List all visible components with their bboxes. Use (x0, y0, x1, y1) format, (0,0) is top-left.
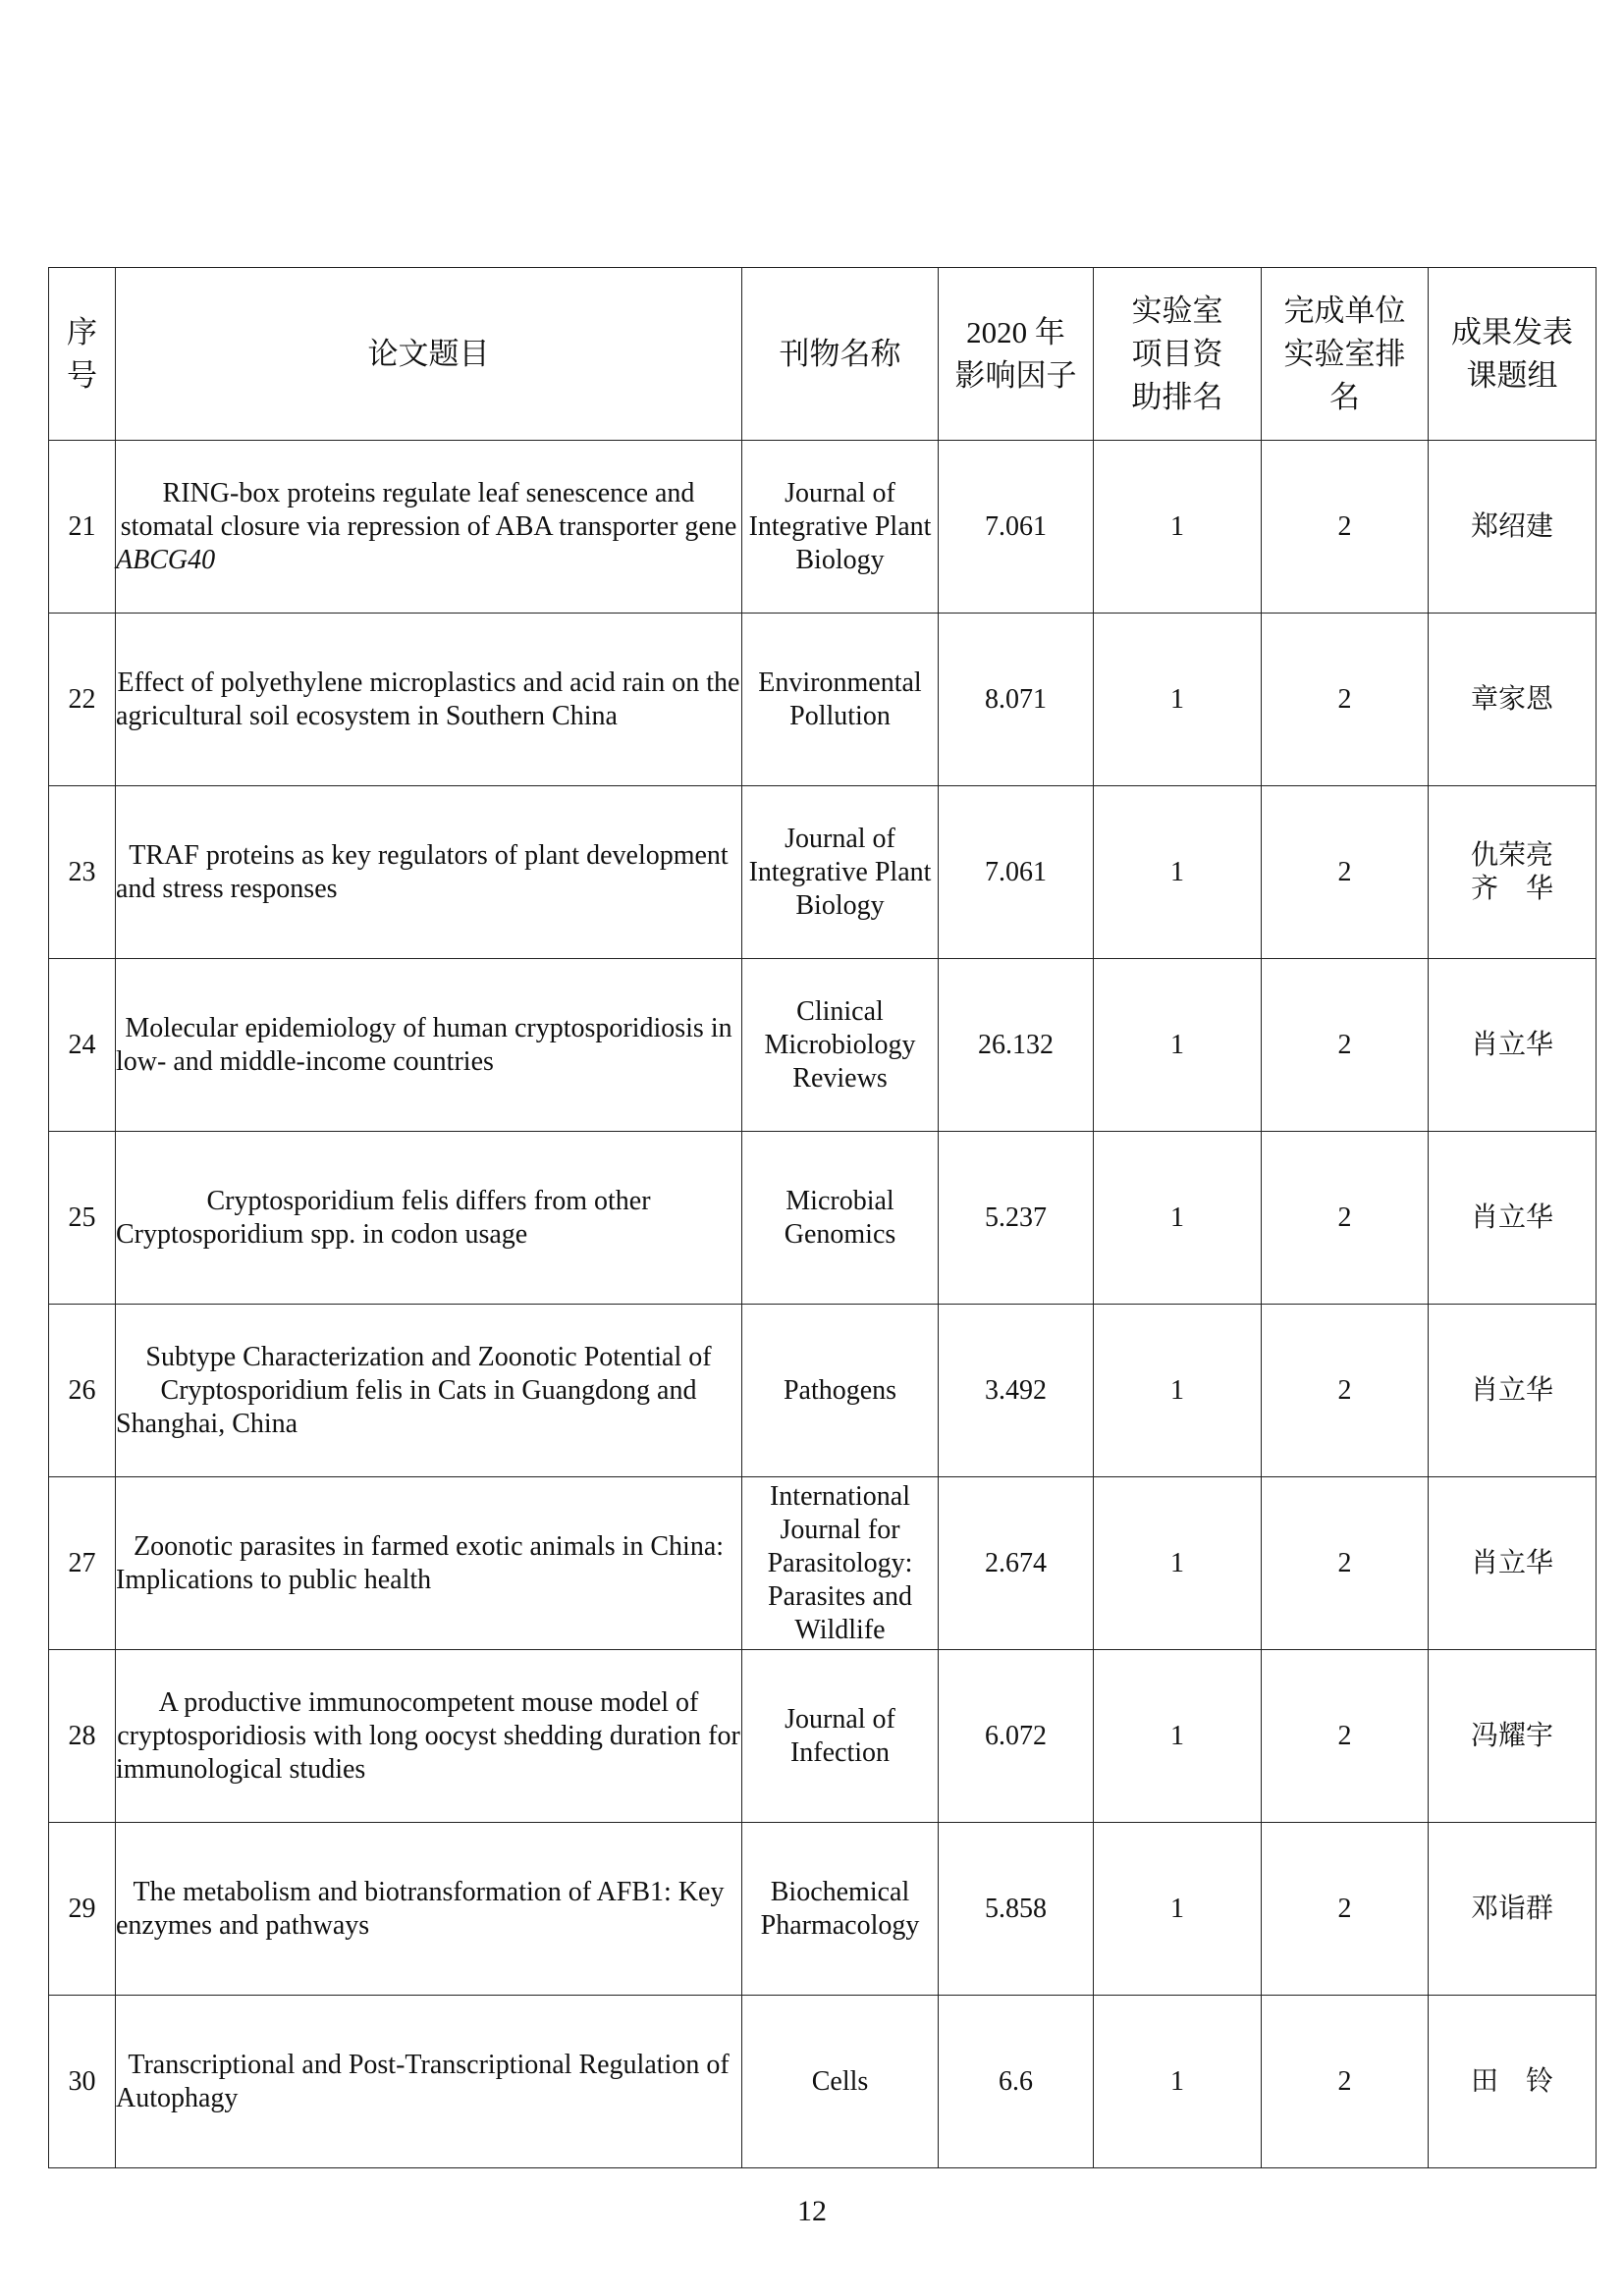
table-row (49, 1823, 1597, 1996)
group-member: 仇荣亮 (1470, 839, 1553, 871)
research-group (1429, 1477, 1597, 1650)
unit-lab-rank: 2 (1262, 1650, 1429, 1823)
header-impact (939, 268, 1094, 441)
paper-title (116, 1305, 742, 1477)
lab-funding-rank: 1 (1094, 441, 1262, 614)
paper-title-text: Subtype Characterization and Zoonotic Potential of Cryptosporidium felis in Cats in Guangdong and Shanghai, China (116, 1341, 712, 1439)
row-number: 22 (49, 614, 116, 786)
paper-title-text: Effect of polyethylene microplastics and acid rain on the agricultural soil ecosystem in Southern China (116, 667, 740, 731)
row-number: 26 (49, 1305, 116, 1477)
research-group (1429, 1823, 1597, 1996)
journal-name: Microbial Genomics (742, 1132, 939, 1305)
group-member: 郑绍建 (1470, 510, 1553, 542)
paper-title (116, 614, 742, 786)
row-number: 24 (49, 959, 116, 1132)
group-member: 肖立华 (1470, 1029, 1553, 1060)
paper-title-text: Molecular epidemiology of human cryptosporidiosis in low- and middle-income countries (116, 1012, 732, 1077)
impact-factor: 7.061 (939, 786, 1094, 959)
header-title (116, 268, 742, 441)
group-member: 田 铃 (1470, 2065, 1553, 2097)
row-number: 21 (49, 441, 116, 614)
paper-title-text: A productive immunocompetent mouse model of cryptosporidiosis with long oocyst shedding duration for immunological studies (116, 1686, 740, 1785)
journal-name: Clinical Microbiology Reviews (742, 959, 939, 1132)
header-impact-label: 2020 年影响因子 (954, 314, 1077, 393)
group-member: 肖立华 (1470, 1547, 1553, 1578)
research-group (1429, 959, 1597, 1132)
impact-factor: 5.237 (939, 1132, 1094, 1305)
impact-factor: 8.071 (939, 614, 1094, 786)
paper-title-text: Zoonotic parasites in farmed exotic animals in China: Implications to public health (116, 1530, 725, 1595)
journal-name: International Journal for Parasitology: Parasites and Wildlife (742, 1477, 939, 1650)
paper-title (116, 959, 742, 1132)
research-group (1429, 1132, 1597, 1305)
journal-name: Journal of Integrative Plant Biology (742, 786, 939, 959)
paper-title-text: RING-box proteins regulate leaf senescence and stomatal closure via repression of ABA transporter gene (120, 477, 737, 542)
lab-funding-rank: 1 (1094, 1132, 1262, 1305)
research-group (1429, 441, 1597, 614)
lab-funding-rank: 1 (1094, 1996, 1262, 2168)
lab-funding-rank: 1 (1094, 1823, 1262, 1996)
journal-name: Pathogens (742, 1305, 939, 1477)
publications-table (48, 267, 1597, 2168)
header-unit-rank-label: 完成单位实验室排名 (1283, 293, 1406, 414)
research-group (1429, 614, 1597, 786)
group-member: 邓诣群 (1470, 1893, 1553, 1924)
header-title-label: 论文题目 (367, 336, 490, 371)
table-row (49, 959, 1597, 1132)
unit-lab-rank: 2 (1262, 959, 1429, 1132)
table-row (49, 786, 1597, 959)
impact-factor: 6.072 (939, 1650, 1094, 1823)
lab-funding-rank: 1 (1094, 959, 1262, 1132)
research-group (1429, 786, 1597, 959)
header-no-label: 序号 (67, 314, 97, 393)
lab-funding-rank: 1 (1094, 1305, 1262, 1477)
paper-title (116, 1132, 742, 1305)
unit-lab-rank: 2 (1262, 1477, 1429, 1650)
paper-title (116, 1996, 742, 2168)
header-journal-label: 刊物名称 (779, 336, 901, 371)
journal-name: Biochemical Pharmacology (742, 1823, 939, 1996)
row-number: 23 (49, 786, 116, 959)
journal-name: Journal of Integrative Plant Biology (742, 441, 939, 614)
journal-name: Cells (742, 1996, 939, 2168)
unit-lab-rank: 2 (1262, 1132, 1429, 1305)
group-member: 肖立华 (1470, 1201, 1553, 1233)
unit-lab-rank: 2 (1262, 614, 1429, 786)
group-member: 冯耀宇 (1470, 1720, 1553, 1751)
lab-funding-rank: 1 (1094, 786, 1262, 959)
unit-lab-rank: 2 (1262, 1823, 1429, 1996)
table-row (49, 1132, 1597, 1305)
impact-factor: 3.492 (939, 1305, 1094, 1477)
group-member: 齐 华 (1470, 873, 1553, 904)
unit-lab-rank: 2 (1262, 1996, 1429, 2168)
research-group (1429, 1650, 1597, 1823)
impact-factor: 6.6 (939, 1996, 1094, 2168)
header-unit-rank (1262, 268, 1429, 441)
paper-title-gene: ABCG40 (116, 544, 216, 575)
table-row (49, 1305, 1597, 1477)
journal-name: Journal of Infection (742, 1650, 939, 1823)
row-number: 29 (49, 1823, 116, 1996)
table-row (49, 1650, 1597, 1823)
header-group (1429, 268, 1597, 441)
paper-title (116, 1650, 742, 1823)
header-group-label: 成果发表课题组 (1451, 314, 1573, 393)
row-number: 30 (49, 1996, 116, 2168)
table-row (49, 441, 1597, 614)
paper-title-text: TRAF proteins as key regulators of plant development and stress responses (116, 839, 729, 904)
research-group (1429, 1996, 1597, 2168)
table-row (49, 614, 1597, 786)
paper-title-text: The metabolism and biotransformation of AFB1: Key enzymes and pathways (116, 1876, 725, 1941)
lab-funding-rank: 1 (1094, 1477, 1262, 1650)
table-row (49, 1477, 1597, 1650)
paper-title-text: Transcriptional and Post-Transcriptional Regulation of Autophagy (116, 2049, 730, 2113)
group-member: 肖立华 (1470, 1374, 1553, 1406)
table-row (49, 1996, 1597, 2168)
header-lab-rank (1094, 268, 1262, 441)
impact-factor: 2.674 (939, 1477, 1094, 1650)
header-lab-rank-label: 实验室项目资助排名 (1131, 293, 1223, 414)
unit-lab-rank: 2 (1262, 1305, 1429, 1477)
paper-title (116, 441, 742, 614)
row-number: 27 (49, 1477, 116, 1650)
research-group (1429, 1305, 1597, 1477)
paper-title (116, 1823, 742, 1996)
row-number: 25 (49, 1132, 116, 1305)
page-number: 12 (797, 2195, 827, 2227)
paper-title (116, 1477, 742, 1650)
impact-factor: 7.061 (939, 441, 1094, 614)
header-row (49, 268, 1597, 441)
unit-lab-rank: 2 (1262, 441, 1429, 614)
header-no (49, 268, 116, 441)
header-journal (742, 268, 939, 441)
impact-factor: 5.858 (939, 1823, 1094, 1996)
paper-title-text: Cryptosporidium felis differs from other Cryptosporidium spp. in codon usage (116, 1185, 651, 1250)
paper-title (116, 786, 742, 959)
lab-funding-rank: 1 (1094, 1650, 1262, 1823)
group-member: 章家恩 (1470, 683, 1553, 715)
row-number: 28 (49, 1650, 116, 1823)
unit-lab-rank: 2 (1262, 786, 1429, 959)
impact-factor: 26.132 (939, 959, 1094, 1132)
journal-name: Environmental Pollution (742, 614, 939, 786)
lab-funding-rank: 1 (1094, 614, 1262, 786)
